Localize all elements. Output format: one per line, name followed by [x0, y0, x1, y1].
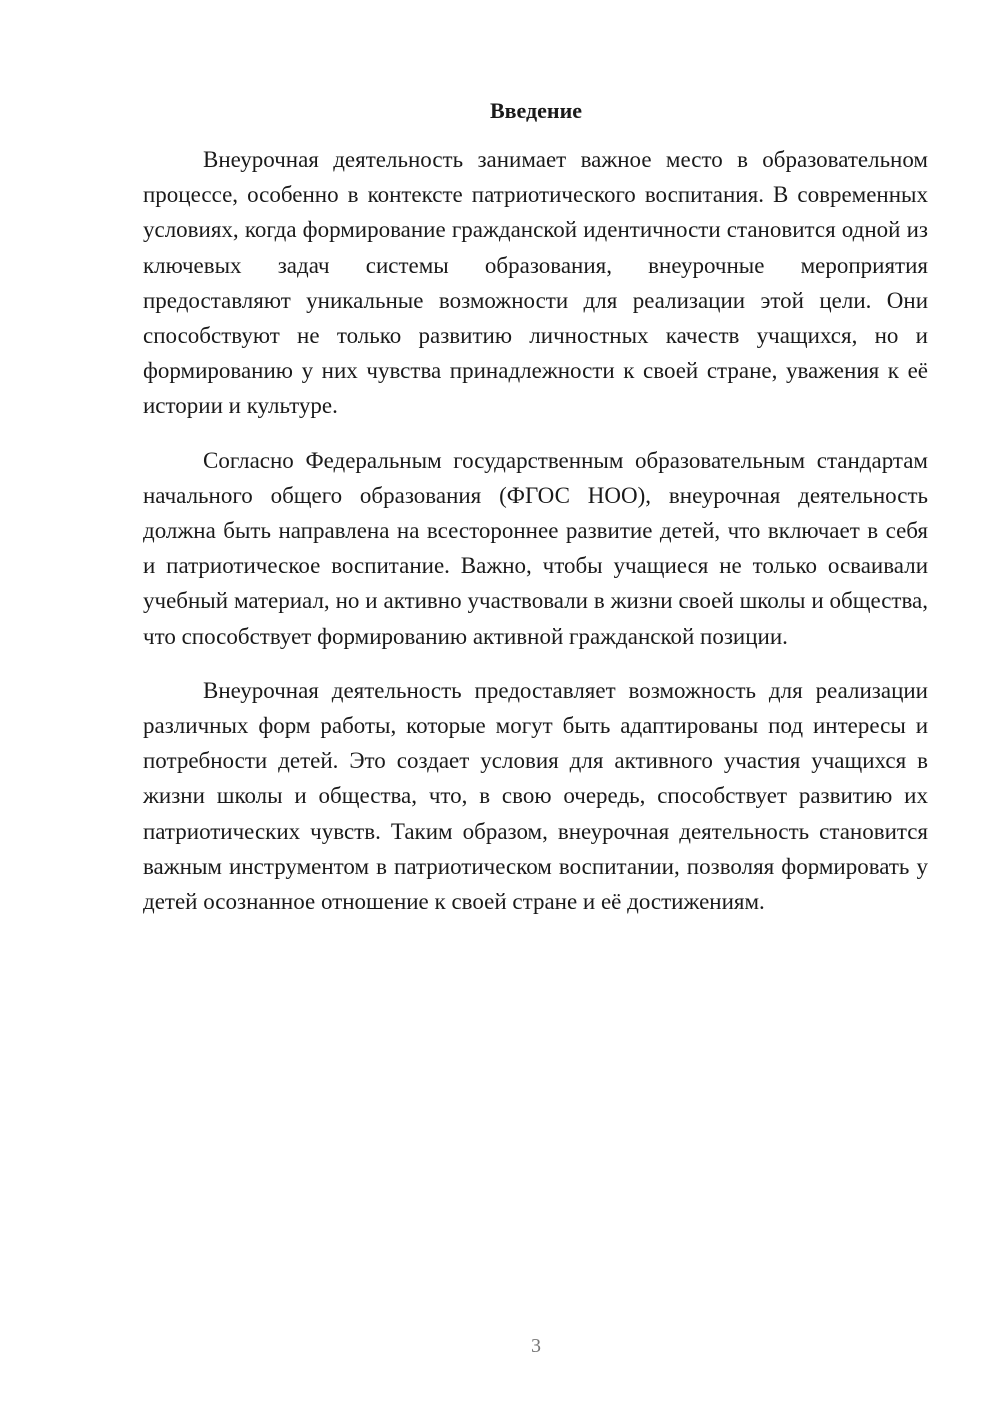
paragraph-3: Внеурочная деятельность предоставляет возможность для реализации различных форм работы, которые могут быть адаптированы под интересы и потребности детей. Это создает условия для активного участия учащихся в жизни школы и общества, что, в свою очередь, способствует развитию их патриотических чувств. Таким образом, внеурочная деятельность становится важным инструментом в патриотическом воспитании, позволяя формировать у детей осознанное отношение к своей стране и её достижениям. — [143, 677, 928, 915]
paragraph-1: Внеурочная деятельность занимает важное место в образовательном процессе, особенно в контексте патриотического воспитания. В современных условиях, когда формирование гражданской идентичности становится одной из ключевых задач системы образования, внеурочные мероприятия предоставляют уникальные возможности для реализации этой цели. Они способствуют не только развитию личностных качеств учащихся, но и формированию у них чувства принадлежности к своей стране, уважения к её истории и культуре. — [143, 147, 928, 419]
section-title: Введение — [489, 98, 583, 123]
paragraph-2: Согласно Федеральным государственным образовательным стандартам начального общего образования (ФГОС НОО), внеурочная деятельность должна быть направлена на всестороннее развитие детей, что включает в себя и патриотическое воспитание. Важно, чтобы учащиеся не только осваивали учебный материал, но и активно участвовали в жизни своей школы и общества, что способствует формированию активной гражданской позиции. — [143, 447, 928, 649]
page-number: 3 — [531, 1335, 541, 1357]
body-text — [143, 142, 928, 938]
